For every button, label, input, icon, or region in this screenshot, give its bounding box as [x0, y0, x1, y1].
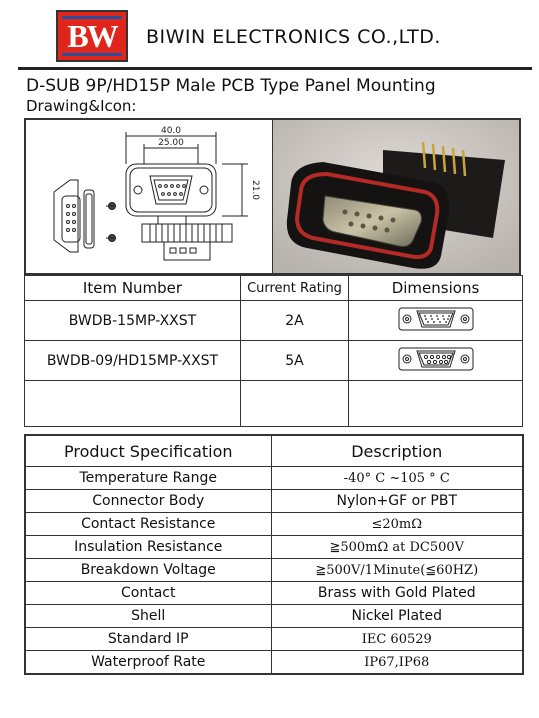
spec-value: ≤20mΩ	[271, 513, 523, 536]
table-row	[25, 341, 523, 381]
spec-value: IP67,IP68	[271, 651, 523, 675]
dimensions-cell	[349, 381, 523, 427]
spec-label: Breakdown Voltage	[25, 559, 271, 582]
db9-connector-icon	[398, 344, 474, 374]
table-row	[25, 467, 523, 490]
item-table	[24, 275, 523, 427]
current-rating-cell: 2A	[241, 301, 349, 341]
dimensions-cell	[349, 341, 523, 381]
dim-height-label: 21.0	[250, 179, 260, 201]
logo-text: BW	[62, 16, 122, 56]
table-row	[25, 513, 523, 536]
spec-label: Contact Resistance	[25, 513, 271, 536]
hd15-connector-icon	[398, 304, 474, 334]
product-title: D-SUB 9P/HD15P Male PCB Type Panel Mounting	[26, 76, 436, 96]
product-photo	[273, 120, 519, 273]
spec-label: Waterproof Rate	[25, 651, 271, 675]
table-row	[25, 651, 523, 675]
drawing-icon-block	[24, 118, 521, 275]
spec-label: Temperature Range	[25, 467, 271, 490]
side-view-drawing	[54, 180, 116, 252]
header-item-number: Item Number	[25, 276, 241, 301]
item-number-cell: BWDB-09/HD15MP-XXST	[25, 341, 241, 381]
company-logo	[56, 10, 128, 62]
table-row	[25, 559, 523, 582]
spec-value: Brass with Gold Plated	[271, 582, 523, 605]
item-number-cell	[25, 381, 241, 427]
page-header	[0, 0, 539, 70]
spec-value: Nylon+GF or PBT	[271, 490, 523, 513]
front-view-drawing	[126, 132, 248, 260]
spec-label: Shell	[25, 605, 271, 628]
table-row	[25, 582, 523, 605]
spec-value: ≧500mΩ at DC500V	[271, 536, 523, 559]
current-rating-cell: 5A	[241, 341, 349, 381]
table-row	[25, 605, 523, 628]
header-divider	[18, 67, 532, 70]
dim-width-label: 40.0	[160, 126, 182, 136]
spec-table	[24, 434, 524, 675]
dim-inner-label: 25.00	[158, 138, 184, 148]
spec-value: ≧500V/1Minute(≦60HZ)	[271, 559, 523, 582]
spec-label: Contact	[25, 582, 271, 605]
spec-label: Standard IP	[25, 628, 271, 651]
table-row	[25, 381, 523, 427]
technical-drawing	[26, 120, 274, 273]
product-photo-svg	[273, 120, 519, 273]
table-row	[25, 301, 523, 341]
table-row	[25, 628, 523, 651]
spec-label: Insulation Resistance	[25, 536, 271, 559]
spec-value: IEC 60529	[271, 628, 523, 651]
table-row	[25, 536, 523, 559]
section-label: Drawing&Icon:	[26, 97, 137, 115]
current-rating-cell	[241, 381, 349, 427]
item-number-cell: BWDB-15MP-XXST	[25, 301, 241, 341]
table-row	[25, 490, 523, 513]
header-dimensions: Dimensions	[349, 276, 523, 301]
spec-value: -40° C ~105 ° C	[271, 467, 523, 490]
item-table-header	[25, 276, 523, 301]
header-current-rating: Current Rating	[241, 276, 349, 301]
dimensions-cell	[349, 301, 523, 341]
header-product-specification: Product Specification	[25, 435, 271, 467]
technical-drawing-svg	[26, 120, 272, 273]
header-description: Description	[271, 435, 523, 467]
spec-value: Nickel Plated	[271, 605, 523, 628]
company-name: BIWIN ELECTRONICS CO.,LTD.	[146, 26, 441, 48]
spec-table-header	[25, 435, 523, 467]
spec-label: Connector Body	[25, 490, 271, 513]
